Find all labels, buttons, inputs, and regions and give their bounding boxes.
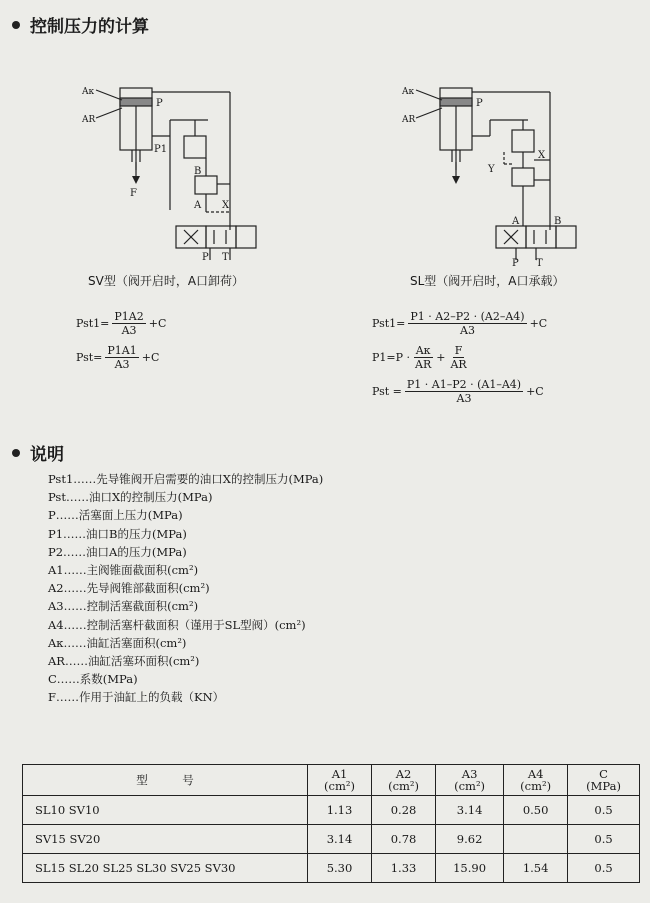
sl-formula-pst1 [372, 310, 547, 337]
sv-label-ar: AR [82, 115, 96, 125]
formula-numerator: F [454, 344, 463, 357]
sl-label-b: B [554, 216, 562, 227]
sl-label-a: A [512, 216, 520, 227]
note-item: P1……油口B的压力(MPa) [48, 526, 187, 541]
note-item: P……活塞面上压力(MPa) [48, 508, 183, 523]
table-row [23, 854, 640, 883]
sv-circuit-diagram [80, 80, 260, 260]
sl-label-t: T [536, 258, 543, 269]
note-item: Pst……油口X的控制压力(MPa) [48, 490, 213, 505]
cell-model: SL15 SL20 SL25 SL30 SV25 SV30 [23, 854, 308, 883]
cell-a2: 0.78 [372, 825, 436, 854]
sl-formula-pst [372, 378, 544, 405]
notes-title-text: 说明 [30, 445, 64, 465]
sv-label-b: B [194, 166, 202, 177]
cell-a3: 9.62 [436, 825, 504, 854]
cell-a4: 0.50 [504, 796, 568, 825]
header-a4: A4 (cm²) [504, 765, 568, 796]
formula-numerator: P1A1 [107, 344, 137, 357]
note-item: F……作用于油缸上的负载（KN） [48, 690, 225, 705]
cell-a1: 3.14 [308, 825, 372, 854]
formula-denominator: A3 [114, 358, 130, 371]
note-item: Aк……油缸活塞面积(cm²) [48, 635, 187, 650]
cell-a3: 15.90 [436, 854, 504, 883]
cell-c: 0.5 [568, 854, 640, 883]
formula-lhs: Pst= [76, 351, 103, 364]
sv-label-p1: P1 [154, 144, 168, 155]
cell-a2: 1.33 [372, 854, 436, 883]
header-a3: A3 (cm²) [436, 765, 504, 796]
formula-numerator: Aк [415, 344, 431, 357]
formula-numerator: P1A2 [114, 310, 144, 323]
sv-label-a: A [194, 200, 202, 211]
note-item: P2……油口A的压力(MPa) [48, 544, 187, 559]
sl-label-ak: Aк [402, 87, 415, 97]
sl-label-y: Y [488, 164, 495, 175]
header-a2: A2 (cm²) [372, 765, 436, 796]
cell-a1: 5.30 [308, 854, 372, 883]
cell-c: 0.5 [568, 825, 640, 854]
formula-numerator: P1 · A1–P2 · (A1–A4) [406, 378, 522, 391]
formula-rhs: +C [529, 317, 548, 330]
table-header-row [23, 765, 640, 796]
table-row [23, 825, 640, 854]
note-item: A2……先导阀锥部截面积(cm²) [48, 581, 210, 596]
notes-section-title [12, 440, 64, 465]
sl-label-pp: P [512, 258, 519, 269]
cell-a4: 1.54 [504, 854, 568, 883]
sl-formula-p1 [372, 344, 472, 371]
formula-lhs: Pst1= [76, 317, 110, 330]
formula-rhs: +C [141, 351, 160, 364]
formula-numerator: P1 · A2–P2 · (A2–A4) [410, 310, 525, 323]
sv-label-pp: P [202, 252, 209, 260]
note-item: A3……控制活塞截面积(cm²) [48, 599, 199, 614]
formula-denominator: A3 [121, 324, 137, 337]
formula-denominator: AR [450, 358, 467, 371]
formula-denominator: AR [415, 358, 432, 371]
sv-label-ak: Aк [82, 87, 95, 97]
cell-a1: 1.13 [308, 796, 372, 825]
formula-rhs: +C [526, 385, 544, 398]
bullet-icon [12, 21, 20, 29]
sv-formula-pst [76, 344, 159, 371]
header-model: 型 号 [23, 765, 308, 796]
table-row [23, 796, 640, 825]
formula-lhs: Pst1= [372, 317, 406, 330]
sv-caption: SV型（阀开启时，A口卸荷） [88, 274, 245, 288]
formula-plus: + [436, 351, 446, 364]
bullet-icon [12, 449, 20, 457]
symbol-notes-list [48, 470, 323, 707]
formula-denominator: A3 [460, 324, 475, 337]
sl-caption: SL型（阀开启时，A口承载） [410, 274, 565, 288]
note-item: C……系数(MPa) [48, 672, 138, 687]
sv-label-t: T [222, 252, 229, 260]
sl-circuit-diagram [400, 80, 580, 270]
note-item: Pst1……先导锥阀开启需要的油口X的控制压力(MPa) [48, 472, 324, 486]
formula-lhs: Pst = [372, 385, 402, 398]
header-c: C (MPa) [568, 765, 640, 796]
cell-a4 [504, 825, 568, 854]
sl-label-p: P [476, 98, 483, 109]
header-a1: A1 (cm²) [308, 765, 372, 796]
formula-rhs: +C [148, 317, 167, 330]
cell-model: SL10 SV10 [23, 796, 308, 825]
sl-label-ar: AR [402, 115, 416, 125]
calc-section-title [12, 12, 149, 37]
sl-label-x: X [538, 150, 546, 161]
cell-a3: 3.14 [436, 796, 504, 825]
note-item: AR……油缸活塞环面积(cm²) [48, 654, 200, 669]
calc-title-text: 控制压力的计算 [30, 17, 149, 37]
sv-label-f: F [130, 188, 137, 199]
cell-model: SV15 SV20 [23, 825, 308, 854]
formula-denominator: A3 [456, 392, 472, 405]
note-item: A1……主阀锥面截面积(cm²) [48, 563, 199, 578]
sv-label-x: X [222, 200, 230, 211]
formula-lhs: P1=P · [372, 351, 411, 364]
sv-label-p: P [156, 98, 163, 109]
cell-a2: 0.28 [372, 796, 436, 825]
sv-formula-pst1 [76, 310, 166, 337]
spec-table [22, 764, 640, 883]
cell-c: 0.5 [568, 796, 640, 825]
note-item: A4……控制活塞杆截面积（谨用于SL型阀）(cm²) [48, 617, 306, 632]
